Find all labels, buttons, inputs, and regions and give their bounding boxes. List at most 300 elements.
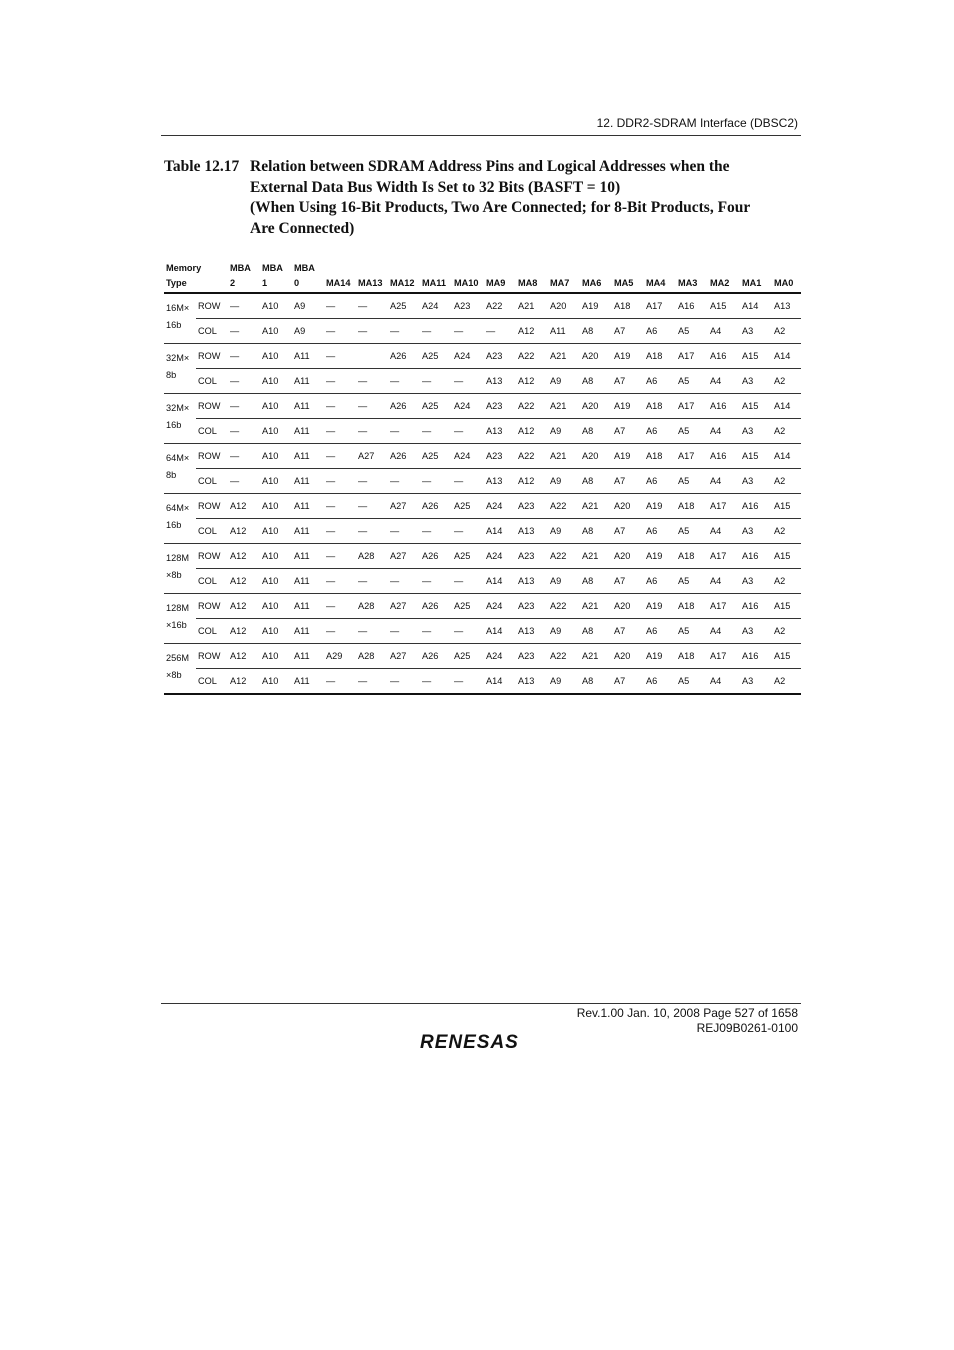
table-cell: —: [388, 569, 420, 594]
table-cell: —: [324, 594, 356, 619]
table-cell: A23: [452, 293, 484, 319]
table-cell: A17: [708, 594, 740, 619]
table-cell: A5: [676, 619, 708, 644]
table-cell: A14: [772, 394, 801, 419]
table-cell: A11: [292, 519, 324, 544]
column-header: [484, 256, 516, 273]
table-cell: ROW: [196, 644, 228, 669]
table-cell: A16: [708, 444, 740, 469]
table-cell: COL: [196, 419, 228, 444]
table-row: [164, 369, 801, 394]
table-cell: A12: [516, 369, 548, 394]
table-cell: A10: [260, 469, 292, 494]
table-cell: —: [228, 293, 260, 319]
table-cell: —: [356, 293, 388, 319]
table-cell: —: [420, 369, 452, 394]
table-cell: A18: [676, 594, 708, 619]
table-cell: A6: [644, 369, 676, 394]
table-cell: A17: [676, 344, 708, 369]
table-cell: A11: [292, 494, 324, 519]
table-cell: A2: [772, 569, 801, 594]
column-header: [356, 256, 388, 273]
table-cell: A7: [612, 619, 644, 644]
table-row: [164, 494, 801, 519]
table-cell: A15: [740, 344, 772, 369]
table-cell: A3: [740, 469, 772, 494]
table-cell: A11: [292, 644, 324, 669]
table-cell: A11: [292, 669, 324, 695]
table-cell: A3: [740, 569, 772, 594]
memory-type-cell: [164, 594, 196, 644]
table-cell: A21: [580, 494, 612, 519]
table-cell: A9: [292, 293, 324, 319]
table-cell: A19: [580, 293, 612, 319]
column-header: MA4: [644, 273, 676, 293]
column-header: MA0: [772, 273, 801, 293]
table-cell: A20: [580, 394, 612, 419]
table-cell: A10: [260, 293, 292, 319]
document-number: REJ09B0261-0100: [696, 1021, 798, 1035]
table-cell: —: [388, 669, 420, 695]
caption-line: External Data Bus Width Is Set to 32 Bits (BASFT = 10): [250, 178, 621, 196]
table-cell: ROW: [196, 544, 228, 569]
table-cell: A16: [708, 344, 740, 369]
column-header: [740, 256, 772, 273]
table-cell: A16: [740, 494, 772, 519]
table-cell: A8: [580, 469, 612, 494]
table-cell: COL: [196, 319, 228, 344]
table-cell: A13: [516, 519, 548, 544]
memory-type-line: 16b: [166, 520, 182, 530]
table-header-row: [164, 256, 801, 273]
table-cell: A17: [708, 544, 740, 569]
table-cell: —: [356, 394, 388, 419]
memory-type-cell: [164, 293, 196, 344]
table-cell: A13: [484, 369, 516, 394]
table-cell: A21: [548, 394, 580, 419]
table-cell: A17: [708, 494, 740, 519]
table-cell: A22: [548, 644, 580, 669]
table-cell: —: [420, 419, 452, 444]
table-cell: A7: [612, 319, 644, 344]
memory-type-line: 16b: [166, 320, 182, 330]
table-cell: A11: [292, 369, 324, 394]
table-cell: A21: [580, 594, 612, 619]
memory-type-cell: [164, 644, 196, 695]
table-cell: A8: [580, 369, 612, 394]
table-cell: A26: [420, 494, 452, 519]
memory-type-line: 128M: [166, 553, 189, 563]
table-cell: ROW: [196, 394, 228, 419]
footer-rule: [161, 1003, 801, 1004]
table-cell: A11: [292, 419, 324, 444]
table-cell: A6: [644, 519, 676, 544]
table-cell: A13: [484, 419, 516, 444]
table-cell: A18: [644, 394, 676, 419]
table-row: [164, 319, 801, 344]
column-header: [196, 273, 228, 293]
table-cell: A24: [484, 494, 516, 519]
table-cell: A11: [292, 469, 324, 494]
table-cell: A10: [260, 419, 292, 444]
table-cell: A22: [516, 344, 548, 369]
table-cell: A9: [548, 669, 580, 695]
table-cell: A22: [548, 494, 580, 519]
table-cell: ROW: [196, 344, 228, 369]
table-cell: A8: [580, 669, 612, 695]
table-cell: A13: [516, 569, 548, 594]
table-cell: —: [388, 469, 420, 494]
table-row: [164, 569, 801, 594]
table-cell: A21: [548, 444, 580, 469]
table-cell: A28: [356, 544, 388, 569]
table-cell: COL: [196, 619, 228, 644]
column-header: [420, 256, 452, 273]
table-cell: —: [452, 419, 484, 444]
address-mapping-table: [164, 256, 801, 695]
column-header: MA6: [580, 273, 612, 293]
table-cell: A6: [644, 469, 676, 494]
table-cell: A9: [548, 619, 580, 644]
table-cell: —: [324, 544, 356, 569]
table-cell: A8: [580, 569, 612, 594]
memory-type-cell: [164, 544, 196, 594]
column-header: [772, 256, 801, 273]
revision-info: Rev.1.00 Jan. 10, 2008 Page 527 of 1658: [576, 1006, 798, 1020]
column-header: [580, 256, 612, 273]
table-cell: A25: [452, 594, 484, 619]
table-cell: A3: [740, 369, 772, 394]
memory-type-line: 16M×: [166, 303, 190, 313]
table-cell: A16: [676, 293, 708, 319]
table-cell: A27: [388, 594, 420, 619]
table-cell: A5: [676, 419, 708, 444]
table-cell: ROW: [196, 444, 228, 469]
table-cell: A10: [260, 669, 292, 695]
table-cell: A14: [484, 519, 516, 544]
column-header: MBA: [294, 263, 315, 273]
table-cell: ROW: [196, 594, 228, 619]
table-cell: —: [388, 519, 420, 544]
table-cell: A15: [740, 394, 772, 419]
table-cell: ROW: [196, 494, 228, 519]
table-cell: A3: [740, 619, 772, 644]
memory-type-line: 32M×: [166, 353, 190, 363]
table-cell: A12: [516, 469, 548, 494]
table-row: [164, 469, 801, 494]
table-cell: A14: [772, 344, 801, 369]
table-cell: —: [452, 569, 484, 594]
table-cell: A6: [644, 569, 676, 594]
table-cell: A3: [740, 419, 772, 444]
table-cell: A9: [548, 569, 580, 594]
table-cell: —: [324, 419, 356, 444]
table-cell: —: [324, 519, 356, 544]
table-cell: —: [324, 394, 356, 419]
table-cell: A2: [772, 469, 801, 494]
table-cell: A25: [388, 293, 420, 319]
table-cell: A20: [548, 293, 580, 319]
table-cell: A20: [580, 344, 612, 369]
table-cell: A4: [708, 519, 740, 544]
caption-line: (When Using 16-Bit Products, Two Are Connected; for 8-Bit Products, Four: [250, 199, 751, 216]
table-row: [164, 344, 801, 369]
table-cell: —: [228, 469, 260, 494]
table-cell: A2: [772, 519, 801, 544]
table-cell: A15: [772, 644, 801, 669]
table-row: [164, 519, 801, 544]
column-header: [388, 256, 420, 273]
table-cell: A10: [260, 569, 292, 594]
table-cell: —: [228, 419, 260, 444]
caption-line: Are Connected): [250, 219, 355, 237]
table-cell: A24: [420, 293, 452, 319]
table-cell: —: [228, 344, 260, 369]
table-cell: A26: [388, 444, 420, 469]
table-cell: —: [324, 494, 356, 519]
table-cell: A9: [548, 469, 580, 494]
table-cell: —: [388, 369, 420, 394]
table-cell: —: [420, 319, 452, 344]
renesas-logo: RENESAS: [420, 1032, 519, 1053]
table-cell: A10: [260, 319, 292, 344]
table-cell: A24: [484, 544, 516, 569]
column-header: MA1: [740, 273, 772, 293]
table-cell: —: [228, 444, 260, 469]
table-cell: A4: [708, 619, 740, 644]
table-cell: A5: [676, 569, 708, 594]
table-body: [164, 293, 801, 694]
table-cell: A12: [228, 569, 260, 594]
table-cell: A10: [260, 444, 292, 469]
column-header: MA3: [676, 273, 708, 293]
table-cell: A14: [740, 293, 772, 319]
table-cell: —: [356, 619, 388, 644]
table-cell: A3: [740, 519, 772, 544]
table-cell: A23: [516, 644, 548, 669]
table-cell: —: [356, 569, 388, 594]
table-cell: A15: [772, 544, 801, 569]
table-title: [250, 157, 804, 239]
table-cell: A18: [676, 544, 708, 569]
table-cell: A9: [548, 419, 580, 444]
table-cell: A23: [484, 444, 516, 469]
table-cell: —: [452, 519, 484, 544]
table-cell: A25: [452, 494, 484, 519]
table-cell: A6: [644, 619, 676, 644]
table-cell: A14: [484, 569, 516, 594]
table-row: [164, 444, 801, 469]
column-header: Type: [164, 273, 196, 293]
table-cell: A12: [228, 544, 260, 569]
table-cell: A10: [260, 644, 292, 669]
table-cell: A22: [548, 544, 580, 569]
table-cell: A5: [676, 669, 708, 695]
table-cell: A5: [676, 369, 708, 394]
table-cell: A12: [228, 644, 260, 669]
table-cell: A15: [772, 594, 801, 619]
table-cell: A25: [452, 644, 484, 669]
table-row: [164, 394, 801, 419]
table-cell: A13: [516, 619, 548, 644]
table-cell: A22: [516, 444, 548, 469]
table-cell: —: [452, 469, 484, 494]
table-cell: A23: [516, 594, 548, 619]
table-cell: A8: [580, 319, 612, 344]
memory-type-line: 128M: [166, 603, 189, 613]
caption-line: Relation between SDRAM Address Pins and Logical Addresses when the: [250, 158, 730, 175]
table-cell: ROW: [196, 293, 228, 319]
table-cell: A12: [228, 619, 260, 644]
table-cell: —: [388, 619, 420, 644]
table-cell: A7: [612, 519, 644, 544]
column-header: Memory: [166, 263, 202, 273]
table-cell: A5: [676, 519, 708, 544]
table-cell: —: [228, 369, 260, 394]
table-cell: A10: [260, 544, 292, 569]
table-cell: A27: [356, 444, 388, 469]
column-header: [708, 256, 740, 273]
table-cell: A12: [228, 594, 260, 619]
column-header: MA13: [356, 273, 388, 293]
table-cell: A5: [676, 319, 708, 344]
table-cell: —: [420, 469, 452, 494]
column-header: MBA: [230, 263, 251, 273]
column-header: MA5: [612, 273, 644, 293]
table-cell: COL: [196, 369, 228, 394]
table-cell: COL: [196, 569, 228, 594]
table-cell: —: [484, 319, 516, 344]
table-header-row: [164, 273, 801, 293]
table-cell: A11: [548, 319, 580, 344]
table-cell: A15: [740, 444, 772, 469]
table-cell: A23: [516, 544, 548, 569]
table-cell: A11: [292, 569, 324, 594]
table-cell: A16: [740, 544, 772, 569]
column-header: [324, 256, 356, 273]
table-cell: A12: [228, 494, 260, 519]
table-row: [164, 644, 801, 669]
table-cell: A26: [420, 544, 452, 569]
table-cell: A26: [388, 344, 420, 369]
memory-type-line: 64M×: [166, 503, 190, 513]
column-header: MA7: [548, 273, 580, 293]
table-cell: A10: [260, 394, 292, 419]
table-cell: A28: [356, 644, 388, 669]
table-cell: —: [228, 319, 260, 344]
table-cell: A4: [708, 469, 740, 494]
table-cell: A25: [420, 394, 452, 419]
table-cell: A18: [644, 344, 676, 369]
table-cell: A14: [484, 669, 516, 695]
table-cell: —: [452, 619, 484, 644]
table-cell: A28: [356, 594, 388, 619]
table-cell: A21: [580, 544, 612, 569]
table-cell: COL: [196, 519, 228, 544]
table-cell: A4: [708, 319, 740, 344]
table-cell: COL: [196, 669, 228, 695]
table-cell: A10: [260, 494, 292, 519]
table-cell: A4: [708, 569, 740, 594]
table-cell: A2: [772, 419, 801, 444]
table-cell: A26: [388, 394, 420, 419]
table-number: Table 12.17: [164, 158, 240, 175]
table-cell: —: [388, 419, 420, 444]
column-header: MA2: [708, 273, 740, 293]
table-cell: —: [420, 619, 452, 644]
table-cell: A27: [388, 644, 420, 669]
table-cell: A24: [484, 644, 516, 669]
table-cell: A11: [292, 394, 324, 419]
table-cell: —: [324, 319, 356, 344]
memory-type-line: ×8b: [166, 670, 182, 680]
table-cell: A10: [260, 369, 292, 394]
table-cell: A18: [644, 444, 676, 469]
table-cell: —: [420, 669, 452, 695]
table-caption: [164, 157, 804, 239]
table-cell: A25: [452, 544, 484, 569]
table-cell: —: [324, 569, 356, 594]
table-cell: A7: [612, 569, 644, 594]
table-cell: A19: [612, 444, 644, 469]
column-header: 2: [228, 273, 260, 293]
table-cell: A17: [708, 644, 740, 669]
column-header: MBA: [262, 263, 283, 273]
column-header: MA11: [420, 273, 452, 293]
table-cell: A23: [484, 344, 516, 369]
table-cell: A11: [292, 619, 324, 644]
table-cell: A13: [772, 293, 801, 319]
table-row: [164, 619, 801, 644]
column-header: MA12: [388, 273, 420, 293]
table-cell: A2: [772, 669, 801, 695]
table-cell: A19: [644, 594, 676, 619]
table-cell: A26: [420, 644, 452, 669]
column-header: MA14: [324, 273, 356, 293]
table-cell: —: [356, 519, 388, 544]
table-cell: A18: [612, 293, 644, 319]
page-footer: [577, 1006, 798, 1036]
table-cell: A6: [644, 319, 676, 344]
table-cell: —: [452, 369, 484, 394]
table-cell: A10: [260, 344, 292, 369]
column-header: MA10: [452, 273, 484, 293]
memory-type-line: 8b: [166, 470, 177, 480]
table-cell: A7: [612, 369, 644, 394]
table-cell: —: [324, 293, 356, 319]
table-cell: A12: [228, 669, 260, 695]
memory-type-line: ×16b: [166, 620, 187, 630]
table-cell: A14: [772, 444, 801, 469]
table-cell: A13: [484, 469, 516, 494]
table-cell: A8: [580, 519, 612, 544]
table-cell: A2: [772, 319, 801, 344]
table-cell: A24: [452, 394, 484, 419]
table-cell: A9: [292, 319, 324, 344]
table-row: [164, 419, 801, 444]
table-cell: A2: [772, 369, 801, 394]
table-cell: —: [324, 444, 356, 469]
table-cell: A9: [548, 369, 580, 394]
table-cell: A20: [612, 644, 644, 669]
table-row: [164, 594, 801, 619]
table-cell: —: [452, 669, 484, 695]
table-cell: —: [324, 469, 356, 494]
table-cell: —: [324, 369, 356, 394]
table-cell: A16: [740, 594, 772, 619]
table-cell: A18: [676, 494, 708, 519]
table-row: [164, 669, 801, 695]
